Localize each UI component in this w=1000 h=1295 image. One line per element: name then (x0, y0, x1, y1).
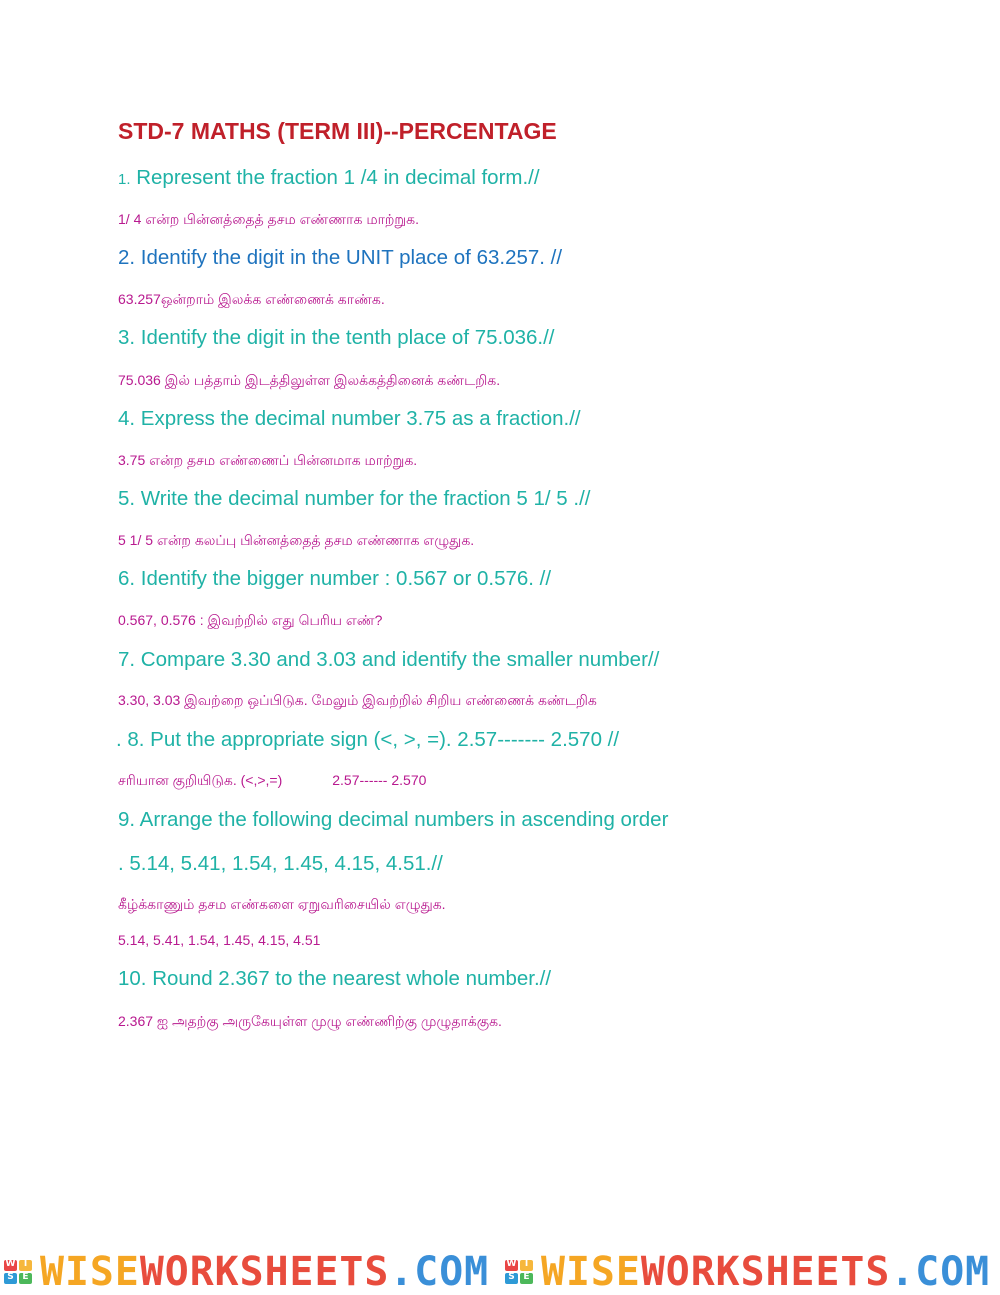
brand-logo-icon: W I S E (4, 1260, 34, 1286)
question-2 (118, 246, 562, 270)
question-8-tamil (118, 772, 426, 791)
question-6-tamil: 0.567, 0.576 : இவற்றில் எது பெரிய எண்? (118, 612, 383, 628)
question-7-tamil: 3.30, 3.03 இவற்றை ஒப்பிடுக. மேலும் இவற்றில் சிறிய எண்ணைக் கண்டறிக (118, 692, 597, 708)
question-9-tamil: கீழ்க்காணும் தசம எண்களை ஏறுவரிசையில் எழுதுக. (118, 896, 446, 912)
question-6: 6. Identify the bigger number : 0.567 or 0.576. // (118, 567, 552, 590)
brand-logo-icon: W I S E (505, 1260, 535, 1286)
question-2-tamil: 63.257ஒன்றாம் இலக்க எண்ணைக் காண்க. (118, 291, 385, 307)
question-9-tamil-numbers: 5.14, 5.41, 1.54, 1.45, 4.15, 4.51 (118, 932, 321, 948)
question-7: 7. Compare 3.30 and 3.03 and identify the smaller number// (118, 648, 660, 671)
question-8-tamil-text: சரியான குறியிடுக. (<,>,=) (118, 772, 283, 788)
question-1-number: 1. (118, 171, 131, 188)
question-4-tamil: 3.75 என்ற தசம எண்ணைப் பின்னமாக மாற்றுக. (118, 452, 418, 468)
question-4: 4. Express the decimal number 3.75 as a fraction.// (118, 407, 581, 430)
question-10: 10. Round 2.367 to the nearest whole number.// (118, 967, 552, 990)
question-5-tamil: 5 1/ 5 என்ற கலப்பு பின்னத்தைத் தசம எண்ணாக எழுதுக. (118, 532, 475, 548)
question-1-text: Represent the fraction 1 /4 in decimal form.// (130, 166, 540, 189)
page-title: STD-7 MATHS (TERM III)--PERCENTAGE (118, 118, 557, 144)
question-3-tamil: 75.036 இல் பத்தாம் இடத்திலுள்ள இலக்கத்தினைக் கண்டறிக. (118, 372, 501, 388)
question-8: . 8. Put the appropriate sign (<, >, =). 2.57------- 2.570 // (116, 728, 620, 751)
question-9-numbers: . 5.14, 5.41, 1.54, 1.45, 4.15, 4.51.// (118, 852, 443, 875)
question-2-text: 2. Identify the digit in the UNIT place of 63.257. // (118, 246, 563, 269)
question-1 (118, 166, 540, 190)
brand-wordmark: WISEWORKSHEETS.COM (541, 1249, 991, 1295)
question-8-tamil-comparison: 2.57------ 2.570 (332, 772, 427, 788)
footer-banner (0, 1249, 1000, 1295)
question-9: 9. Arrange the following decimal numbers in ascending order (118, 808, 669, 831)
question-10-tamil: 2.367 ஐ அதற்கு அருகேயுள்ள முழு எண்ணிற்கு முழுதாக்குக. (118, 1013, 502, 1029)
question-5: 5. Write the decimal number for the fraction 5 1/ 5 .// (118, 487, 591, 510)
question-1-tamil: 1/ 4 என்ற பின்னத்தைத் தசம எண்ணாக மாற்றுக. (118, 211, 419, 227)
brand-wordmark: WISEWORKSHEETS.COM (40, 1249, 490, 1295)
question-3: 3. Identify the digit in the tenth place of 75.036.// (118, 326, 555, 349)
